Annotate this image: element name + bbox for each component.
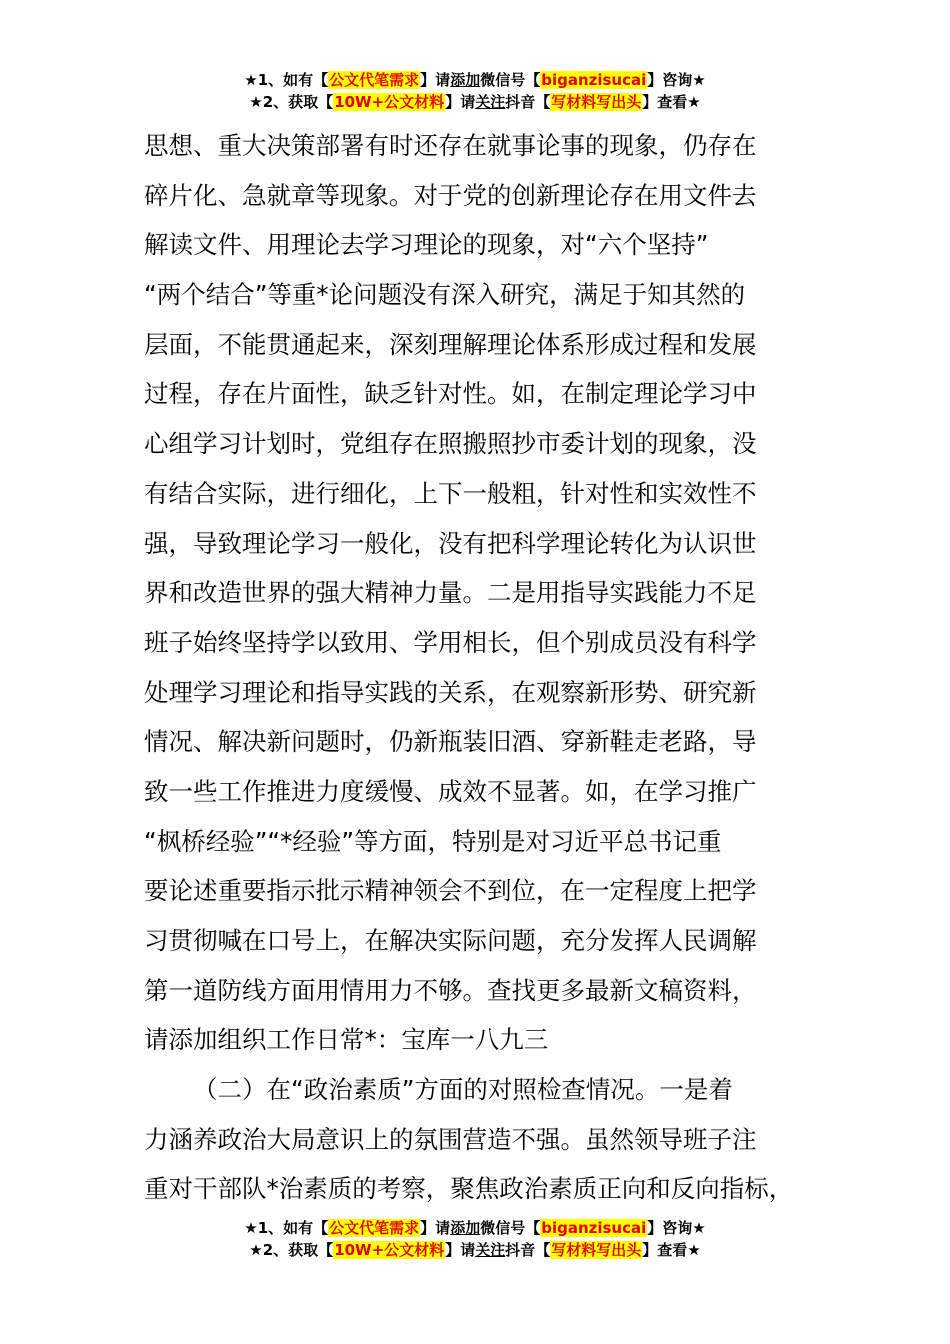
text-line: 界和改造世界的强大精神力量。二是用指导实践能力不足 [144, 578, 757, 608]
banner-text: 抖音【 [505, 1241, 551, 1259]
text-line: 班子始终坚持学以致用、学用相长，但个别成员没有科学 [144, 627, 757, 657]
banner-text: 】请 [445, 1241, 476, 1259]
section-heading-line: （二）在“政治素质”方面的对照检查情况。一是着 [193, 1075, 733, 1105]
banner-line-1 [0, 1217, 950, 1239]
banner-highlight: biganzisucai [541, 71, 647, 89]
banner-text: 抖音【 [505, 93, 551, 111]
banner-highlight: 写材料写出头 [551, 93, 642, 111]
text-line: 致一些工作推进力度缓慢、成效不显著。如，在学习推广 [144, 776, 757, 806]
banner-text: ★1、如有【 [244, 71, 329, 89]
banner-text: 】咨询★ [647, 71, 706, 89]
banner-highlight: biganzisucai [541, 1219, 647, 1237]
banner-text: 微信号【 [480, 71, 541, 89]
banner-text: 】请 [420, 71, 451, 89]
banner-line-2 [0, 1239, 950, 1261]
text-line: 过程，存在片面性，缺乏针对性。如，在制定理论学习中 [144, 379, 757, 409]
banner-text: 】请 [420, 1219, 451, 1237]
text-line: 思想、重大决策部署有时还存在就事论事的现象，仍存在 [144, 131, 757, 160]
banner-highlight: 公文代笔需求 [329, 71, 420, 89]
text-line: 强，导致理论学习一般化，没有把科学理论转化为认识世 [144, 528, 757, 558]
text-line: 处理学习理论和指导实践的关系，在观察新形势、研究新 [144, 677, 757, 707]
text-line: 第一道防线方面用情用力不够。查找更多最新文稿资料， [144, 975, 757, 1005]
text-line: 层面，不能贯通起来，深刻理解理论体系形成过程和发展 [144, 329, 757, 359]
banner-underlined: 关注 [475, 1241, 506, 1259]
text-line: “枫桥经验”“*经验”等方面，特别是对习近平总书记重 [144, 826, 722, 856]
text-line: 力涵养政治大局意识上的氛围营造不强。虽然领导班子注 [144, 1124, 757, 1154]
text-line: 重对干部队*治素质的考察，聚焦政治素质正向和反向指标， [144, 1174, 794, 1204]
banner-highlight: 公文代笔需求 [329, 1219, 420, 1237]
banner-text: 】请 [445, 93, 476, 111]
text-line: 心组学习计划时，党组存在照搬照抄市委计划的现象，没 [144, 429, 757, 459]
text-line: 解读文件、用理论去学习理论的现象，对“六个坚持” [144, 230, 709, 260]
banner-text: ★2、获取【 [249, 1241, 334, 1259]
banner-line-1 [0, 69, 950, 91]
banner-text: 微信号【 [480, 1219, 541, 1237]
banner-text: 】查看★ [642, 93, 701, 111]
text-line: 习贯彻喊在口号上，在解决实际问题，充分发挥人民调解 [144, 926, 757, 955]
text-line: 请添加组织工作日常*：宝库一八九三 [144, 1025, 549, 1055]
text-line: 要论述重要指示批示精神领会不到位，在一定程度上把学 [144, 876, 757, 906]
text-line: 有结合实际，进行细化，上下一般粗，针对性和实效性不 [144, 478, 757, 508]
banner-line-2 [0, 91, 950, 113]
banner-highlight: 10W+公文材料 [334, 93, 445, 111]
text-line: “两个结合”等重*论问题没有深入研究，满足于知其然的 [144, 280, 746, 310]
document-body [144, 121, 816, 1214]
banner-underlined: 添加 [450, 1219, 481, 1237]
banner-underlined: 关注 [475, 93, 506, 111]
header-banner [0, 69, 950, 113]
banner-text: 】查看★ [642, 1241, 701, 1259]
text-line: 碎片化、急就章等现象。对于党的创新理论存在用文件去 [144, 180, 757, 210]
banner-text: ★2、获取【 [249, 93, 334, 111]
banner-highlight: 10W+公文材料 [334, 1241, 445, 1259]
text-line: 情况、解决新问题时，仍新瓶装旧酒、穿新鞋走老路，导 [144, 727, 757, 757]
banner-underlined: 添加 [450, 71, 481, 89]
banner-highlight: 写材料写出头 [551, 1241, 642, 1259]
banner-text: 】咨询★ [647, 1219, 706, 1237]
footer-banner [0, 1217, 950, 1261]
banner-text: ★1、如有【 [244, 1219, 329, 1237]
